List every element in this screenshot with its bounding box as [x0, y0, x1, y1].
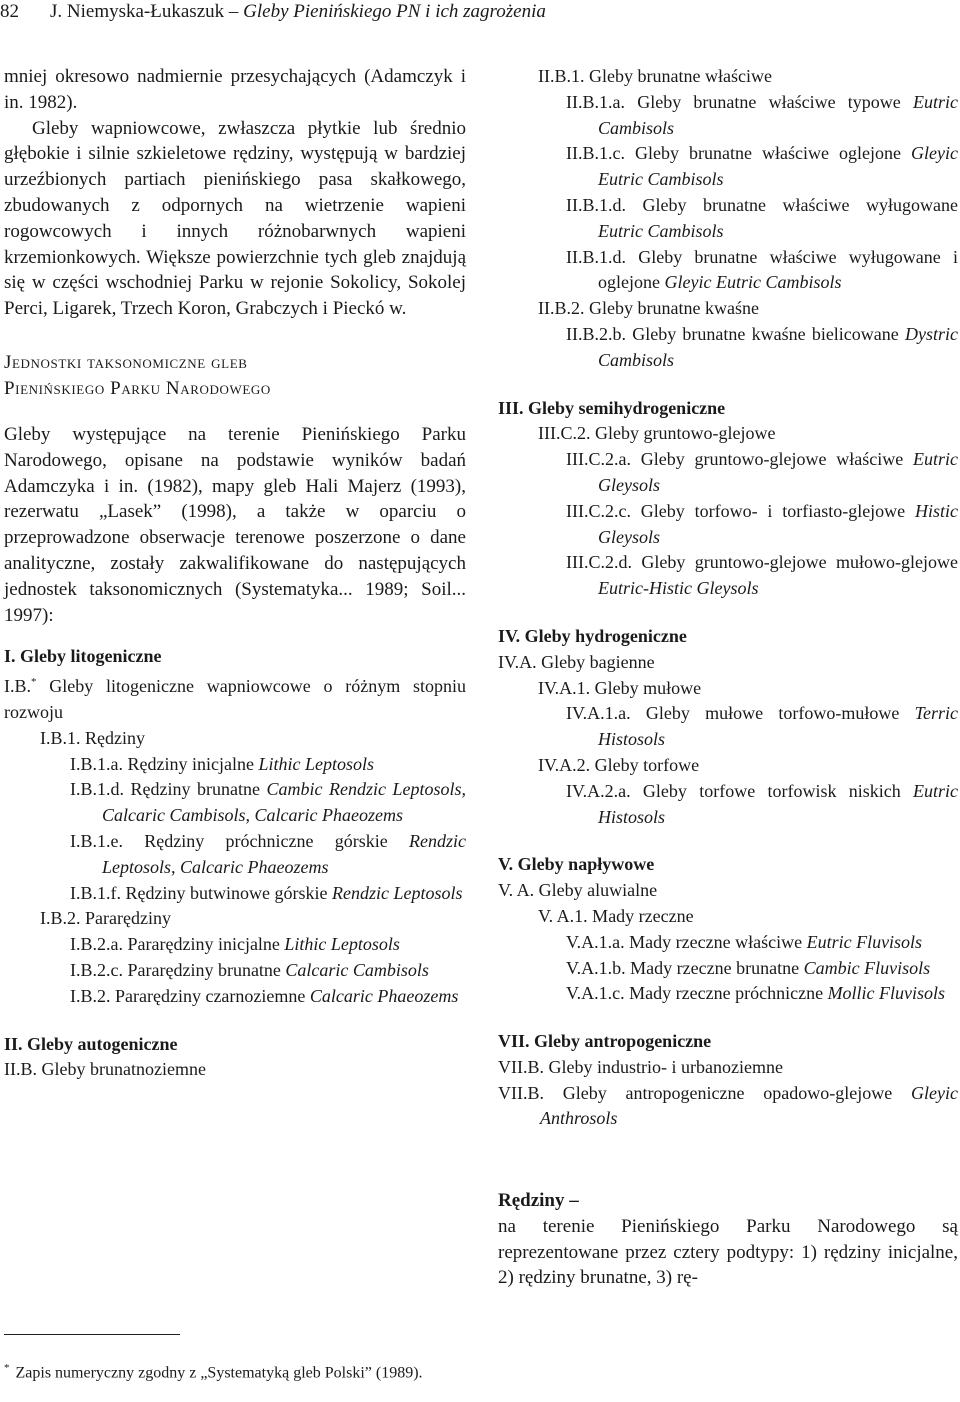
item-VIIB2-label: VII.B. Gleby antropogeniczne opadowo-glejowe: [498, 1082, 893, 1103]
item-IB1f-wrb: Rendzic Leptosols: [331, 882, 463, 903]
taxonomy-list-right: [498, 64, 958, 1132]
header-article-title: Gleby Pienińskiego PN i ich zagrożenia: [243, 1, 546, 22]
item-IIB2b: [498, 322, 958, 374]
item-IVA1a: [498, 701, 958, 753]
category-VII: VII. Gleby antropogeniczne: [498, 1031, 712, 1052]
item-IIB1: II.B.1. Gleby brunatne właściwe: [538, 66, 772, 86]
item-VA1a-wrb: Eutric Fluvisols: [806, 931, 923, 952]
item-IIB1c-label: II.B.1.c. Gleby brunatne właściwe oglejone: [566, 143, 901, 164]
item-IB-code: I.B.: [4, 676, 31, 697]
item-IIB1d-wrb: Eutric Cambisols: [598, 220, 724, 241]
item-VA1c: [498, 981, 958, 1007]
item-IVA1: IV.A.1. Gleby mułowe: [538, 677, 702, 698]
item-VA1b-label: V.A.1.b. Mady rzeczne brunatne: [566, 957, 800, 978]
left-column: [4, 64, 466, 1083]
item-IVA2a-label: IV.A.2.a. Gleby torfowe torfowisk niskich: [566, 780, 901, 801]
item-IB1a-label: I.B.1.a. Rędziny inicjalne: [70, 753, 254, 774]
category-V: V. Gleby napływowe: [498, 854, 655, 875]
page-number: 82: [0, 1, 19, 22]
item-IIB1a-wrb: Eutric Cambisols: [598, 91, 958, 138]
item-IB: [4, 670, 466, 726]
category-II: II. Gleby autogeniczne: [4, 1033, 178, 1054]
item-IB1d-label: I.B.1.d. Rędziny brunatne: [70, 779, 260, 800]
item-IIB1d2-wrb: Gleyic Eutric Cambisols: [664, 272, 842, 293]
category-III: III. Gleby semihydrogeniczne: [498, 397, 726, 418]
header-title: [50, 1, 546, 23]
item-VA1: V. A.1. Mady rzeczne: [538, 905, 694, 926]
item-IIB1a: [498, 90, 958, 142]
item-IIB2b-label: II.B.2.b. Gleby brunatne kwaśne bielicowane: [566, 323, 899, 344]
item-IIB: II.B. Gleby brunatnoziemne: [4, 1059, 206, 1080]
item-IIIC2d-wrb: Eutric-Histic Gleysols: [598, 578, 759, 599]
item-IIB1d-label: II.B.1.d. Gleby brunatne właściwe wyługowane: [566, 194, 958, 215]
heading-line-2: Pienińskiego Parku Narodowego: [4, 377, 271, 399]
item-IB2: I.B.2. Pararędziny: [40, 908, 171, 929]
item-IVA: IV.A. Gleby bagienne: [498, 651, 655, 672]
footnote: [4, 1356, 466, 1385]
item-VIIB-opadowo: [498, 1081, 958, 1133]
item-VA: V. A. Gleby aluwialne: [498, 880, 658, 901]
item-IB1d-wrb: Cambic Rendzic Leptosols, Calcaric Cambisols, Calcaric Phaeozems: [102, 779, 466, 826]
taxonomy-list-left: [4, 644, 466, 1083]
redziny-text: na terenie Pienińskiego Parku Narodowego są reprezentowane przez cztery podtypy: 1) rędziny inicjalne, 2) rędziny brunatne, 3) rę-: [498, 1215, 958, 1289]
item-IIB1d-oglejone: [498, 245, 958, 297]
item-IIIC2: III.C.2. Gleby gruntowo-glejowe: [538, 423, 776, 444]
paragraph-intro-list: Gleby występujące na terenie Pienińskiego Parku Narodowego, opisane na podstawie wyników badań Adamczyka i in. (1982), mapy gleb Hali Majerz (1993), rezerwatu „Lasek” (1998), a także w oparciu o przeprowadzone obserwacje terenowe poszerzone o dane analityczne, zostały zakwalifikowane do następujących jednostek taksonomicznych (Systematyka... 1989; Soil... 1997):: [4, 423, 466, 626]
item-IIB1c: [498, 141, 958, 193]
item-IIIC2d-label: III.C.2.d. Gleby gruntowo-glejowe mułowo-glejowe: [566, 552, 958, 573]
item-IIIC2a-label: III.C.2.a. Gleby gruntowo-glejowe właściwe: [566, 449, 904, 470]
item-IB2c-label: I.B.2.c. Pararędziny brunatne: [70, 959, 281, 980]
category-I: I. Gleby litogeniczne: [4, 646, 162, 667]
item-IIIC2c-label: III.C.2.c. Gleby torfowo- i torfiasto-glejowe: [566, 500, 906, 521]
item-IIIC2c: [498, 499, 958, 551]
redziny-lead: Rędziny –: [498, 1190, 579, 1212]
running-header: [0, 0, 960, 28]
item-IB1e-wrb: Rendzic Leptosols, Calcaric Phaeozems: [102, 830, 467, 877]
item-VA1c-label: V.A.1.c. Mady rzeczne próchniczne: [566, 983, 824, 1004]
paragraph-redziny: [498, 1162, 958, 1291]
item-IVA2: IV.A.2. Gleby torfowe: [538, 754, 700, 775]
item-IVA2a-wrb: Eutric Histosols: [598, 780, 958, 827]
item-IB1f: [4, 881, 466, 907]
item-VA1b-wrb: Cambic Fluvisols: [803, 957, 931, 978]
paragraph-continuation: mniej okresowo nadmiernie przesychających (Adamczyk i in. 1982).: [4, 66, 466, 113]
item-IB1a: [4, 752, 466, 778]
item-IIB2b-wrb: Dystric Cambisols: [598, 323, 958, 370]
footnote-ref: *: [31, 676, 37, 689]
right-column: [498, 64, 958, 1291]
item-VA1a: [498, 930, 958, 956]
item-IB2c: [4, 958, 466, 984]
item-IB1f-label: I.B.1.f. Rędziny butwinowe górskie: [70, 882, 328, 903]
footnote-mark: *: [4, 1362, 10, 1374]
item-IIIC2d: [498, 550, 958, 602]
item-IB2-czarnoziemne: [4, 984, 466, 1010]
item-IB2c-wrb: Calcaric Cambisols: [285, 959, 429, 980]
item-IIIC2a-wrb: Eutric Gleysols: [598, 449, 958, 495]
item-IB2a: [4, 932, 466, 958]
item-VA1a-label: V.A.1.a. Mady rzeczne właściwe: [566, 931, 803, 952]
item-IVA2a: [498, 779, 958, 831]
item-IIB1d2-label: II.B.1.d. Gleby brunatne właściwe wyługowane i oglejone: [566, 246, 958, 293]
item-IIB1a-label: II.B.1.a. Gleby brunatne właściwe typowe: [566, 91, 901, 112]
item-IIB1c-wrb: Gleyic Eutric Cambisols: [598, 143, 958, 190]
item-IIIC2a: [498, 447, 958, 499]
item-VIIB2-wrb: Gleyic Anthrosols: [540, 1082, 959, 1129]
category-IV: IV. Gleby hydrogeniczne: [498, 625, 687, 646]
item-IB-text: Gleby litogeniczne wapniowcowe o różnym stopniu rozwoju: [4, 676, 466, 722]
item-VIIB-industrio: VII.B. Gleby industrio- i urbanoziemne: [498, 1056, 783, 1077]
item-IB2a-label: I.B.2.a. Pararędziny inicjalne: [70, 934, 280, 955]
item-IIB2: II.B.2. Gleby brunatne kwaśne: [538, 298, 759, 319]
section-heading: [4, 350, 466, 402]
item-IB2a-wrb: Lithic Leptosols: [284, 934, 400, 955]
item-IVA1a-label: IV.A.1.a. Gleby mułowe torfowo-mułowe: [566, 703, 900, 724]
item-IB1: I.B.1. Rędziny: [40, 727, 145, 748]
item-IB2x-label: I.B.2. Pararędziny czarnoziemne: [70, 985, 306, 1006]
header-authors: J. Niemyska-Łukaszuk –: [50, 1, 239, 22]
item-IB2x-wrb: Calcaric Phaeozems: [309, 985, 459, 1006]
heading-line-1: Jednostki taksonomiczne gleb: [4, 351, 248, 373]
footnote-divider: [4, 1334, 180, 1335]
item-IB1e-label: I.B.1.e. Rędziny próchniczne górskie: [70, 830, 388, 851]
item-IIIC2c-wrb: Histic Gleysols: [598, 500, 958, 547]
item-IB1a-wrb: Lithic Leptosols: [258, 753, 374, 774]
item-IIB1d: [498, 193, 958, 245]
paragraph-wapniowcowe: Gleby wapniowcowe, zwłaszcza płytkie lub średnio głębokie i silnie szkieletowe rędziny, występują w bardziej urzeźbionych partiach pienińskiego pasa skałkowego, zbudowanych z odpornych na wietrzenie wapieni rogowcowych i innych różnobarwnych wapieni krzemionkowych. Większe powierzchnie tych gleb znajdują się w części wschodniej Parku w rejonie Sokolicy, Sokolej Perci, Ligarek, Trzech Koron, Grabczych i Pieckó w.: [4, 117, 466, 320]
item-IB1d: [4, 777, 466, 829]
item-VA1b: [498, 956, 958, 982]
footnote-text: Zapis numeryczny zgodny z „Systematyką gleb Polski” (1989).: [15, 1364, 423, 1382]
item-IB1e: [4, 829, 466, 881]
item-IVA1a-wrb: Terric Histosols: [598, 703, 958, 750]
item-VA1c-wrb: Mollic Fluvisols: [827, 983, 946, 1004]
